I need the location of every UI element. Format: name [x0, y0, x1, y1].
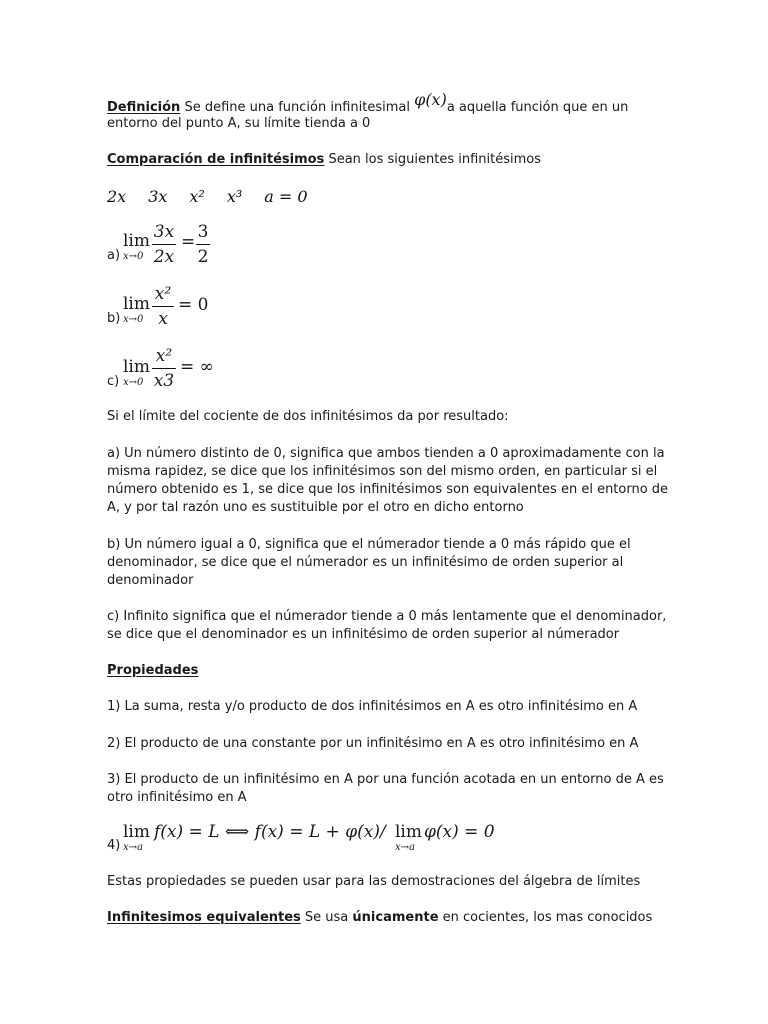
equivalentes-bold: únicamente: [352, 910, 439, 925]
example-label: c): [107, 374, 120, 389]
propiedad-2: 2) El producto de una constante por un infinitésimo en A es otro infinitésimo en A: [107, 736, 639, 751]
denominator: 2: [197, 247, 209, 267]
lim-subscript: x→a: [395, 842, 415, 853]
comparacion-text: Sean los siguientes infinitésimos: [324, 152, 541, 167]
equals-zero: = 0: [178, 295, 209, 315]
propiedad-1: 1) La suma, resta y/o producto de dos infinitésimos en A es otro infinitésimo en A: [107, 699, 638, 714]
lim-subscript: x→0: [123, 251, 144, 262]
lim-subscript: x→0: [123, 377, 144, 388]
infinitesimal-item: x²: [189, 187, 205, 206]
fraction: [152, 222, 176, 267]
case-b-line: denominador, se dice que el númerador es un infinitésimo de orden superior al: [107, 555, 624, 570]
lim-operator: lim: [123, 231, 150, 251]
definicion-line-1: [107, 90, 629, 117]
lim-operator: lim: [123, 294, 150, 314]
definicion-line-2: entorno del punto A, su límite tienda a 0: [107, 116, 371, 131]
equals-infinity: = ∞: [180, 357, 214, 377]
fraction-bar: [152, 368, 176, 369]
numerator: x²: [155, 346, 173, 366]
propiedad-4-expression: φ(x) = 0: [424, 822, 495, 842]
numerator: 3: [197, 222, 209, 242]
fraction: [152, 346, 176, 391]
propiedad-4-label: 4): [107, 838, 121, 853]
fraction-result: [196, 222, 210, 267]
definicion-text-2: a aquella función que en un: [446, 100, 629, 115]
equivalentes-line: [107, 909, 652, 927]
fraction-bar: [196, 244, 210, 245]
case-b-line: denominador: [107, 573, 194, 588]
fraction-bar: [152, 306, 174, 307]
fraction-bar: [152, 244, 176, 245]
lim-operator: lim: [123, 822, 150, 842]
equals-sign: =: [181, 232, 196, 252]
comparacion-line: [107, 151, 541, 169]
propiedad-3-line-2: otro infinitésimo en A: [107, 790, 247, 805]
equivalentes-heading: Infinitesimos equivalentes: [107, 910, 301, 925]
phi-x-symbol: φ(x): [414, 90, 447, 109]
infinitesimal-item: 3x: [148, 187, 168, 206]
definicion-heading: Definición: [107, 100, 181, 115]
lim-subscript: x→0: [123, 314, 144, 325]
estas-propiedades: Estas propiedades se pueden usar para las demostraciones del álgebra de límites: [107, 874, 641, 889]
resultado-intro: Si el límite del cociente de dos infinitésimos da por resultado:: [107, 409, 509, 424]
definicion-text-1: Se define una función infinitesimal: [180, 100, 415, 115]
infinitesimals-list: [107, 187, 308, 207]
case-c-line: se dice que el denominador es un infinitésimo de orden superior al númerador: [107, 627, 620, 642]
lim-operator: lim: [395, 822, 422, 842]
lim-operator: lim: [123, 357, 150, 377]
infinitesimal-item: a = 0: [264, 187, 308, 206]
propiedad-3-line-1: 3) El producto de un infinitésimo en A por una función acotada en un entorno de A es: [107, 772, 664, 787]
case-a-line: a) Un número distinto de 0, significa que ambos tienden a 0 aproximadamente con la: [107, 446, 665, 461]
numerator: x²: [154, 284, 172, 304]
infinitesimal-item: x³: [226, 187, 243, 206]
infinitesimal-item: 2x: [107, 187, 127, 206]
equivalentes-text-1: Se usa: [300, 910, 353, 925]
case-a-line: número obtenido es 1, se dice que los infinitésimos son equivalentes en el entorno de: [107, 482, 669, 497]
case-a-line: misma rapidez, se dice que los infinitésimos son del mismo orden, en particular si el: [107, 464, 658, 479]
comparacion-heading: Comparación de infinitésimos: [107, 152, 325, 167]
example-label: b): [107, 311, 121, 326]
case-c-line: c) Infinito significa que el númerador tiende a 0 más lentamente que el denominador,: [107, 609, 667, 624]
example-label: a): [107, 248, 121, 263]
lim-subscript: x→a: [123, 842, 143, 853]
denominator: x3: [153, 371, 175, 391]
propiedad-4-expression: f(x) = L ⟺ f(x) = L + φ(x)/: [154, 822, 386, 842]
numerator: 3x: [153, 222, 175, 242]
propiedades-heading: Propiedades: [107, 663, 199, 678]
denominator: x: [158, 309, 168, 329]
case-a-line: A, y por tal razón uno es sustituible por el otro en dicho entorno: [107, 500, 524, 515]
case-b-line: b) Un número igual a 0, significa que el númerador tiende a 0 más rápido que el: [107, 537, 631, 552]
equivalentes-text-2: en cocientes, los mas conocidos: [438, 910, 653, 925]
fraction: [152, 284, 174, 329]
denominator: 2x: [153, 247, 175, 267]
